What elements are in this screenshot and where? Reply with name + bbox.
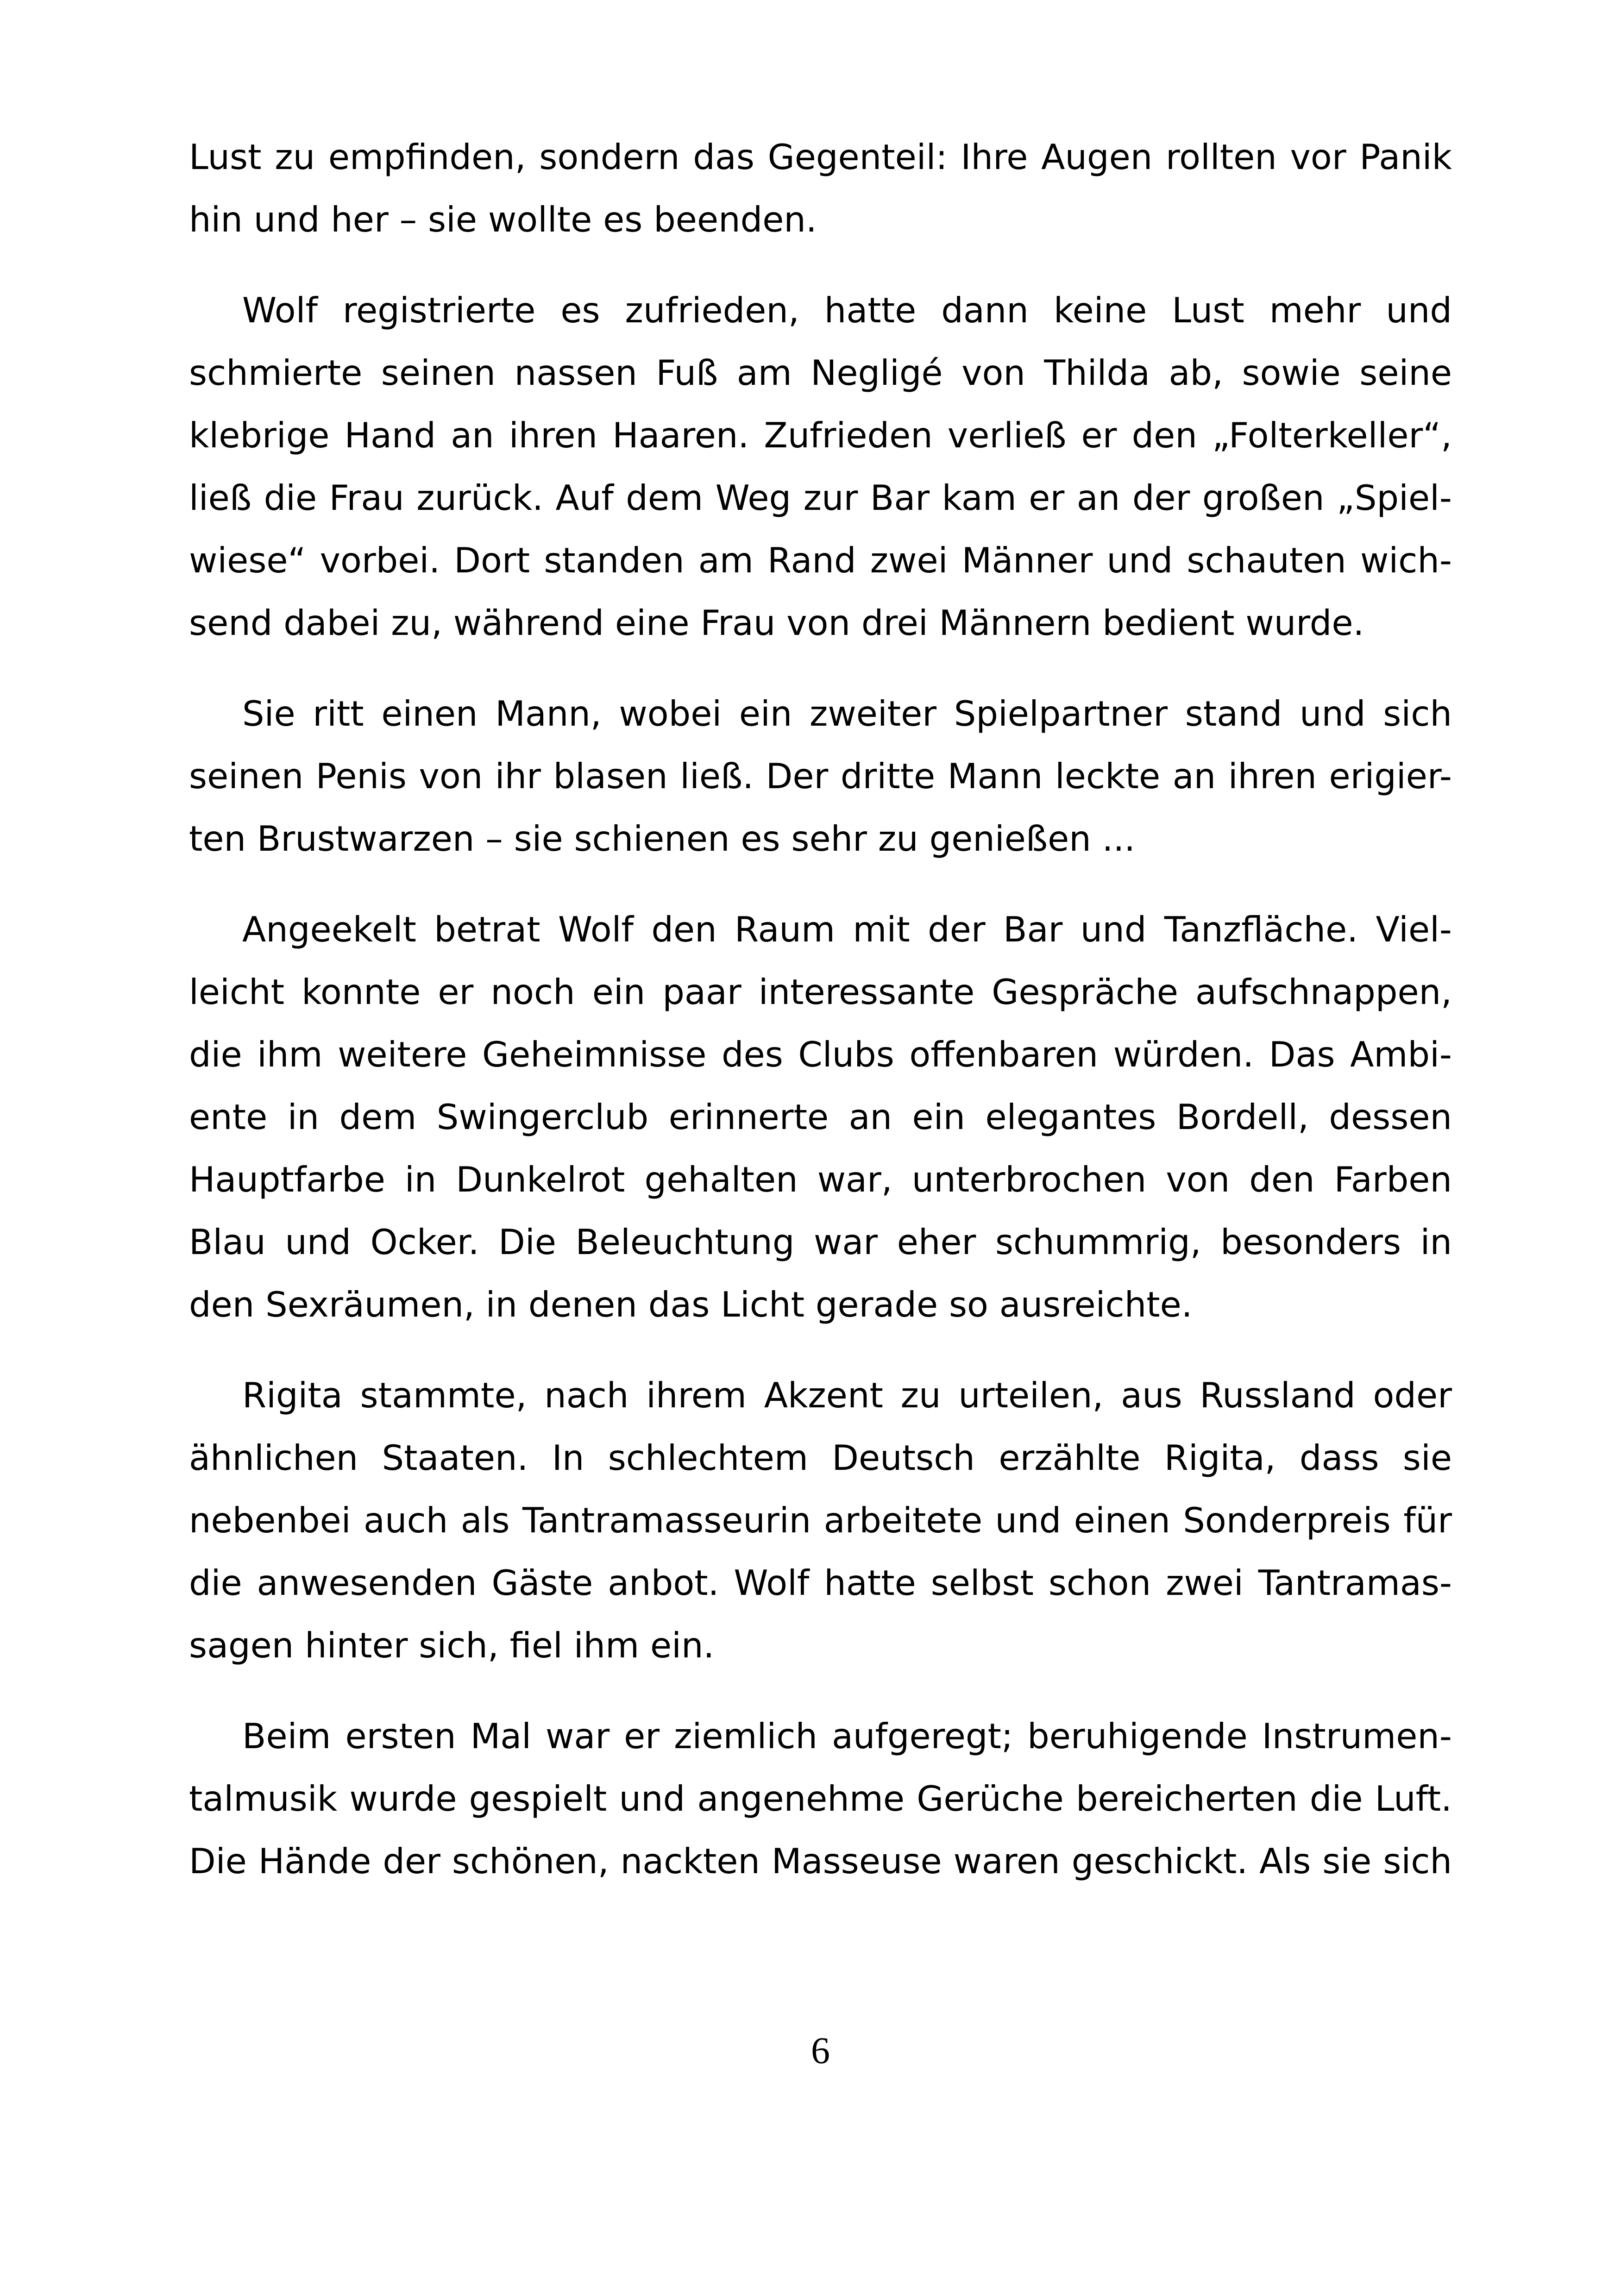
text-line: send dabei zu, während eine Frau von drei Männern bedient wurde. (189, 602, 1364, 643)
text-line: Die Hände der schönen, nackten Masseuse waren geschickt. Als sie sich (189, 1841, 1452, 1882)
text-line: Hauptfarbe in Dunkelrot gehalten war, unterbrochen von den Farben (189, 1159, 1452, 1200)
text-line: ähnlichen Staaten. In schlechtem Deutsch erzählte Rigita, dass sie (189, 1437, 1452, 1478)
paragraph (189, 683, 1452, 870)
text-line: klebrige Hand an ihren Haaren. Zufrieden verließ er den „Folterkeller“, (189, 415, 1452, 456)
text-line: ten Brustwarzen – sie schienen es sehr zu genießen ... (189, 818, 1136, 859)
text-line: Wolf registrierte es zufrieden, hatte dann keine Lust mehr und (242, 290, 1452, 331)
text-line: nebenbei auch als Tantramasseurin arbeitete und einen Sonderpreis für (189, 1500, 1452, 1541)
text-line: Blau und Ocker. Die Beleuchtung war eher schummrig, besonders in (189, 1222, 1452, 1262)
text-line: Rigita stammte, nach ihrem Akzent zu urteilen, aus Russland oder (242, 1375, 1452, 1416)
text-line: sagen hinter sich, fiel ihm ein. (189, 1625, 715, 1666)
text-line: Angeekelt betrat Wolf den Raum mit der Bar und Tanzfläche. Viel- (242, 909, 1452, 950)
paragraph (189, 898, 1452, 1336)
page-number: 6 (811, 2029, 830, 2071)
text-line: Beim ersten Mal war er ziemlich aufgeregt; beruhigende Instrumen- (242, 1716, 1452, 1757)
paragraph (189, 279, 1452, 654)
paragraph (189, 1364, 1452, 1677)
text-line: talmusik wurde gespielt und angenehme Gerüche bereicherten die Luft. (189, 1778, 1452, 1819)
text-line: ente in dem Swingerclub erinnerte an ein elegantes Bordell, dessen (189, 1097, 1452, 1137)
text-line: Sie ritt einen Mann, wobei ein zweiter Spielpartner stand und sich (242, 693, 1452, 734)
text-line: hin und her – sie wollte es beenden. (189, 199, 817, 240)
text-line: die anwesenden Gäste anbot. Wolf hatte selbst schon zwei Tantramas- (189, 1562, 1452, 1603)
text-line: Lust zu empfinden, sondern das Gegenteil: Ihre Augen rollten vor Panik (189, 137, 1452, 177)
text-line: ließ die Frau zurück. Auf dem Weg zur Bar kam er an der großen „Spiel- (189, 477, 1452, 518)
text-block (189, 126, 1452, 1893)
text-line: leicht konnte er noch ein paar interessante Gespräche aufschnappen, (189, 972, 1452, 1012)
text-line: seinen Penis von ihr blasen ließ. Der dritte Mann leckte an ihren erigier- (189, 756, 1452, 797)
paragraph (189, 1705, 1452, 1893)
text-line: wiese“ vorbei. Dort standen am Rand zwei Männer und schauten wich- (189, 540, 1452, 581)
text-line: den Sexräumen, in denen das Licht gerade so ausreichte. (189, 1284, 1193, 1325)
paragraph (189, 126, 1452, 251)
text-line: die ihm weitere Geheimnisse des Clubs offenbaren würden. Das Ambi- (189, 1034, 1452, 1075)
text-line: schmierte seinen nassen Fuß am Negligé von Thilda ab, sowie seine (189, 352, 1452, 393)
